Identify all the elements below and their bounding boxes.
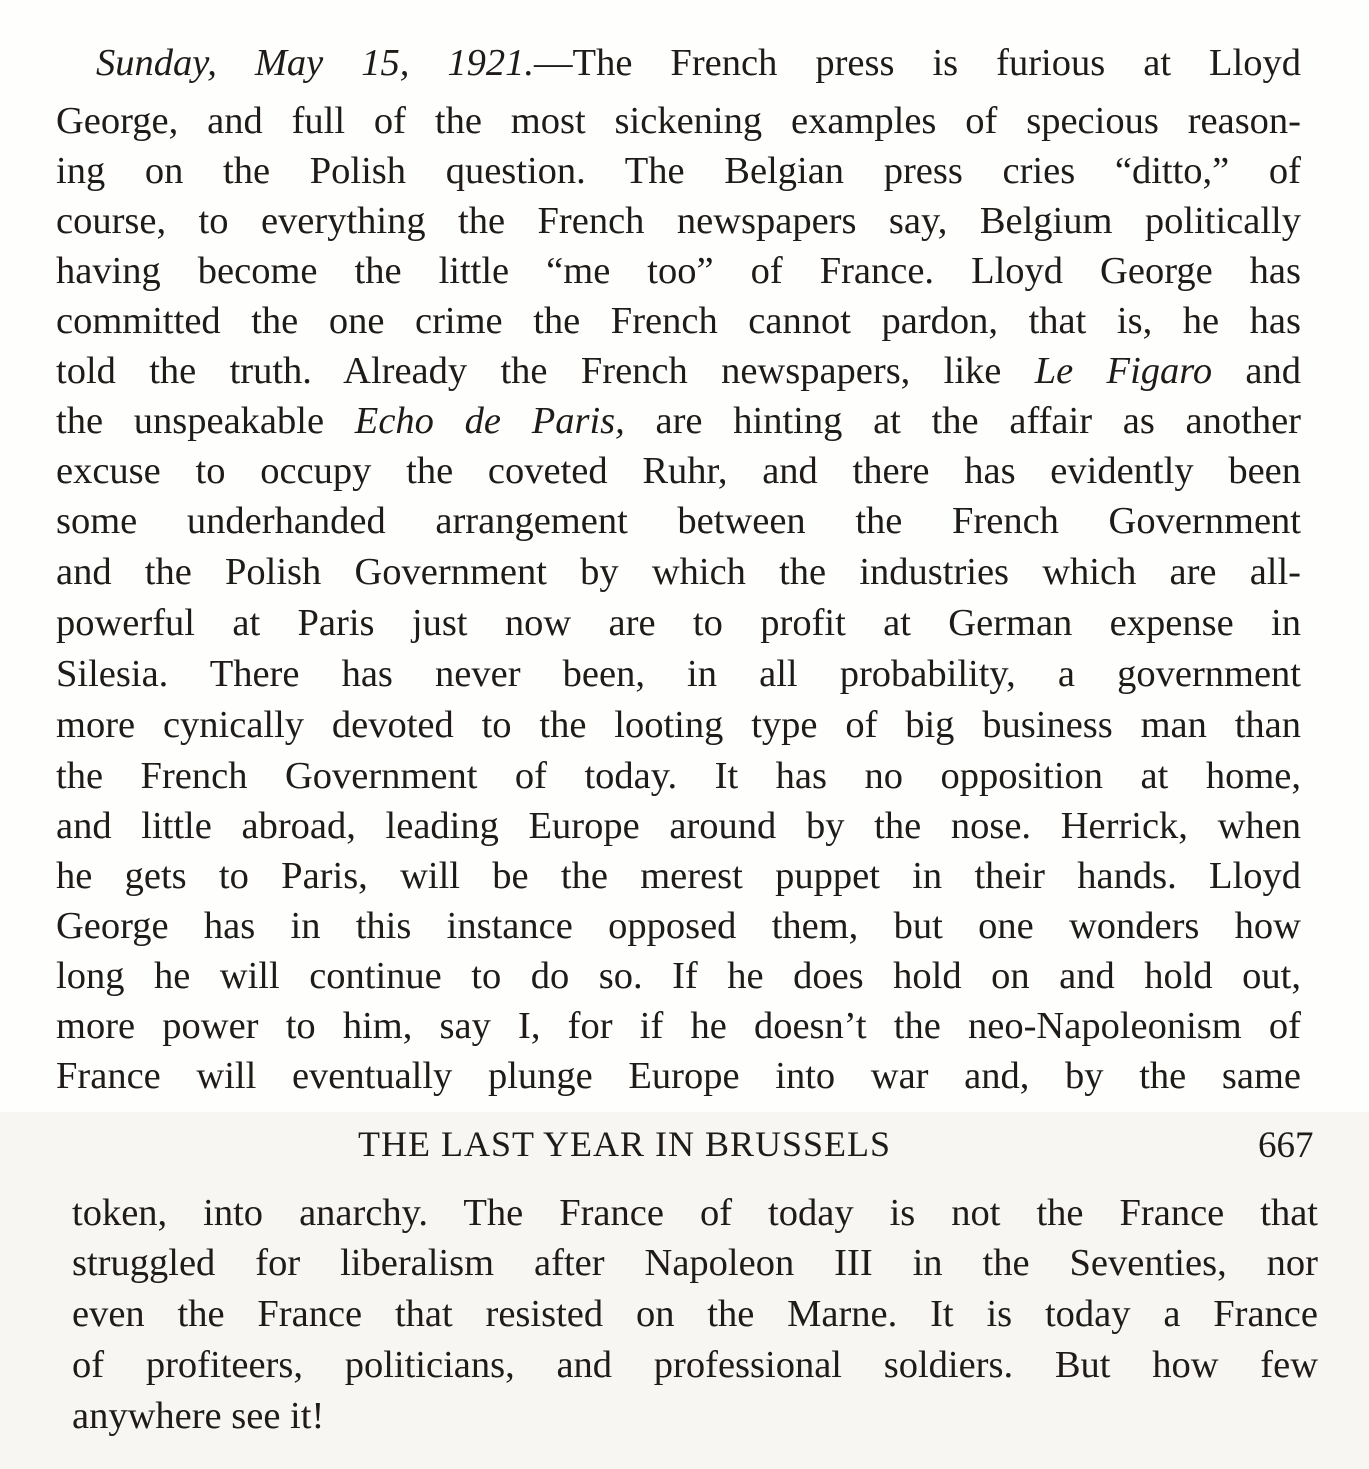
running-head: THE LAST YEAR IN BRUSSELS: [358, 1124, 892, 1164]
text-line: more cynically devoted to the looting type of big business man than: [56, 704, 1301, 746]
text-line: anywhere see it!: [72, 1395, 325, 1437]
entry-date: Sunday, May 15, 1921.: [96, 42, 535, 84]
text-line: committed the one crime the French cannot pardon, that is, he has: [56, 300, 1301, 342]
text-line: and little abroad, leading Europe around by the nose. Herrick, when: [56, 805, 1301, 847]
text-line: told the truth. Already the French newspapers, like Le Figaro and: [56, 350, 1301, 392]
text-line: long he will continue to do so. If he does hold on and hold out,: [56, 955, 1301, 997]
text-line: struggled for liberalism after Napoleon III in the Seventies, nor: [72, 1242, 1318, 1284]
text-line: ing on the Polish question. The Belgian press cries “ditto,” of: [56, 150, 1301, 192]
text-line: France will eventually plunge Europe into war and, by the same: [56, 1055, 1301, 1097]
text-line: excuse to occupy the coveted Ruhr, and there has evidently been: [56, 450, 1301, 492]
text-line: the French Government of today. It has no opposition at home,: [56, 755, 1301, 797]
text-line: powerful at Paris just now are to profit at German expense in: [56, 602, 1301, 644]
text-line: he gets to Paris, will be the merest puppet in their hands. Lloyd: [56, 855, 1301, 897]
text-line: having become the little “me too” of France. Lloyd George has: [56, 250, 1301, 292]
text-line: George, and full of the most sickening examples of specious reason-: [56, 100, 1301, 142]
text-line: Silesia. There has never been, in all probability, a government: [56, 653, 1301, 695]
page-number: 667: [1258, 1125, 1314, 1166]
text-line: the unspeakable Echo de Paris, are hinting at the affair as another: [56, 400, 1302, 442]
text-line: Sunday, May 15, 1921.—The French press is furious at Lloyd: [96, 42, 1302, 84]
text-line: more power to him, say I, for if he doesn’t the neo-Napoleonism of: [56, 1005, 1301, 1047]
text-line: even the France that resisted on the Marne. It is today a France: [72, 1293, 1318, 1335]
text-line: course, to everything the French newspapers say, Belgium politically: [56, 200, 1301, 242]
newspaper-title: Echo de Paris,: [354, 400, 625, 442]
text-line: of profiteers, politicians, and professional soldiers. But how few: [72, 1344, 1318, 1386]
text-line: George has in this instance opposed them, but one wonders how: [56, 905, 1301, 947]
text-line: some underhanded arrangement between the French Government: [56, 500, 1301, 542]
newspaper-title: Le Figaro: [1034, 350, 1213, 392]
text-line: token, into anarchy. The France of today is not the France that: [72, 1192, 1318, 1234]
text-line: and the Polish Government by which the industries which are all-: [56, 551, 1301, 593]
